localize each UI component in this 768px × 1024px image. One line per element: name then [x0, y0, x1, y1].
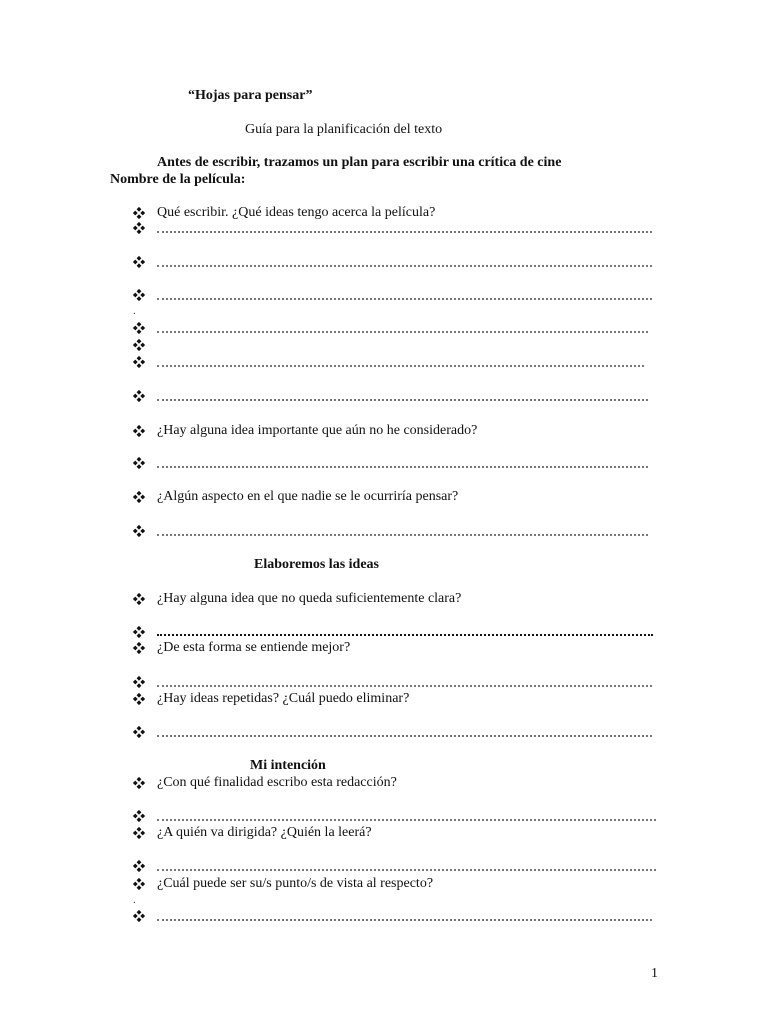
diamond-bullet-icon	[133, 356, 145, 368]
diamond-bullet-icon	[133, 390, 145, 402]
diamond-bullet-icon	[133, 827, 145, 839]
answer-line[interactable]	[157, 819, 656, 821]
diamond-bullet-icon	[133, 525, 145, 537]
diamond-bullet-icon	[133, 289, 145, 301]
answer-line[interactable]	[157, 399, 648, 401]
section-heading-elaboremos: Elaboremos las ideas	[254, 557, 379, 572]
diamond-bullet-icon	[133, 910, 145, 922]
page-number: 1	[651, 966, 658, 981]
diamond-bullet-icon	[133, 425, 145, 437]
movie-name-label: Nombre de la película:	[110, 172, 246, 187]
answer-line[interactable]	[157, 265, 652, 267]
question-what-to-write: Qué escribir. ¿Qué ideas tengo acerca la película?	[157, 205, 436, 220]
diamond-bullet-icon	[133, 726, 145, 738]
answer-line[interactable]	[157, 365, 644, 367]
diamond-bullet-icon	[133, 457, 145, 469]
question-point-of-view: ¿Cuál puede ser su/s punto/s de vista al respecto?	[157, 876, 434, 891]
document-subtitle: Guía para la planificación del texto	[245, 122, 443, 137]
stray-dot: .	[133, 305, 136, 317]
diamond-bullet-icon	[133, 860, 145, 872]
answer-line[interactable]	[157, 735, 652, 737]
diamond-bullet-icon	[133, 676, 145, 688]
answer-line[interactable]	[157, 685, 652, 687]
question-repeated-ideas: ¿Hay ideas repetidas? ¿Cuál puedo eliminar?	[157, 691, 410, 706]
stray-dot: .	[133, 894, 136, 906]
diamond-bullet-icon	[133, 491, 145, 503]
diamond-bullet-icon	[133, 222, 145, 234]
document-title: “Hojas para pensar”	[188, 88, 313, 103]
section-heading-intencion: Mi intención	[250, 758, 326, 773]
question-audience: ¿A quién va dirigida? ¿Quién la leerá?	[157, 825, 372, 840]
diamond-bullet-icon	[133, 777, 145, 789]
question-unusual-aspect: ¿Algún aspecto en el que nadie se le ocurriría pensar?	[157, 489, 459, 504]
intro-heading: Antes de escribir, trazamos un plan para escribir una crítica de cine	[157, 155, 562, 170]
diamond-bullet-icon	[133, 626, 145, 638]
question-unclear-idea: ¿Hay alguna idea que no queda suficientemente clara?	[157, 591, 462, 606]
answer-line[interactable]	[157, 634, 653, 636]
question-important-idea: ¿Hay alguna idea importante que aún no he considerado?	[157, 423, 478, 438]
diamond-bullet-icon	[133, 593, 145, 605]
answer-line[interactable]	[157, 331, 648, 333]
diamond-bullet-icon	[133, 322, 145, 334]
answer-line[interactable]	[157, 298, 652, 300]
diamond-bullet-icon	[133, 810, 145, 822]
diamond-bullet-icon	[133, 207, 145, 219]
answer-line[interactable]	[157, 919, 652, 921]
answer-line[interactable]	[157, 231, 652, 233]
diamond-bullet-icon	[133, 642, 145, 654]
diamond-bullet-icon	[133, 256, 145, 268]
diamond-bullet-icon	[133, 878, 145, 890]
answer-line[interactable]	[157, 534, 648, 536]
diamond-bullet-icon	[133, 693, 145, 705]
diamond-bullet-icon	[133, 339, 145, 351]
question-purpose: ¿Con qué finalidad escribo esta redacción?	[157, 775, 397, 790]
question-better-understood: ¿De esta forma se entiende mejor?	[157, 640, 351, 655]
answer-line[interactable]	[157, 869, 656, 871]
answer-line[interactable]	[157, 466, 648, 468]
